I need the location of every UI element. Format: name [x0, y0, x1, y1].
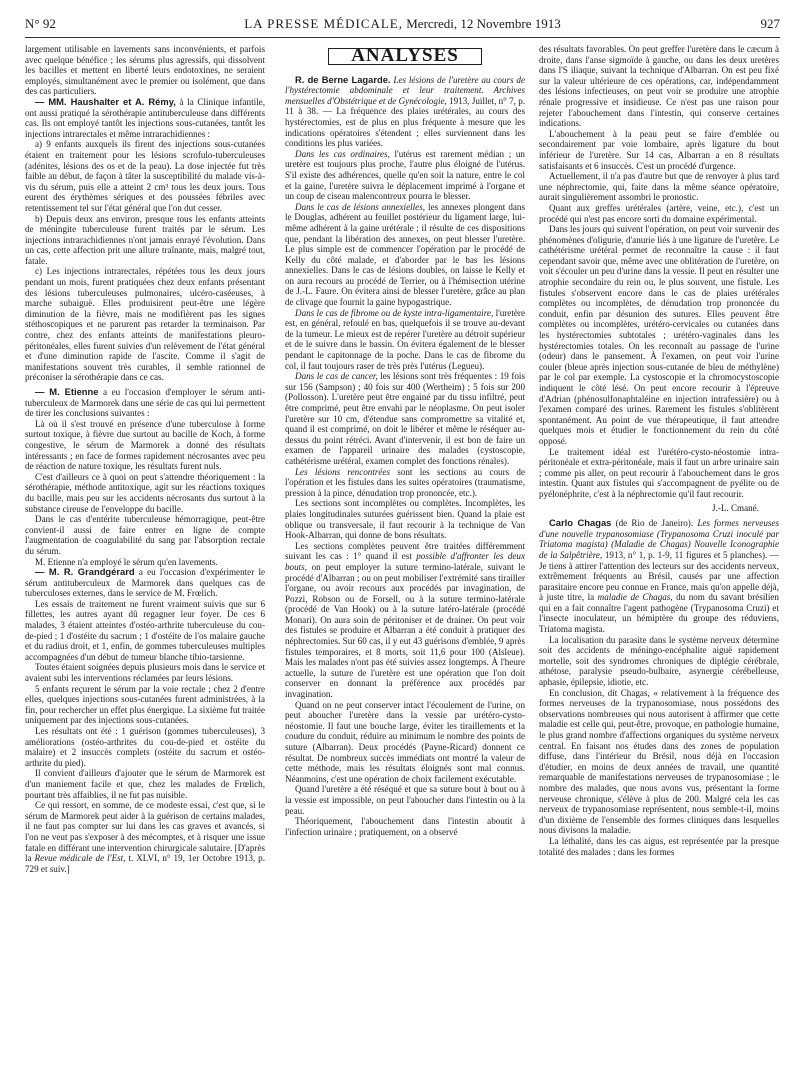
emphasis: maladie de Chagas,: [597, 592, 673, 603]
paragraph: L'abouchement à la peau peut se faire d'emblée ou secondairement par voie lombaire, après ligature du bout inférieur de l'uretère. Sur 14 cas, Albarran a en 8 résultats satisfaisants et 6 insuccès. C'est un procédé d'urgence.: [539, 128, 779, 171]
author-affiliation: (de Rio de Janeiro).: [611, 518, 694, 529]
paragraph: [285, 541, 525, 700]
header-rule: [25, 37, 780, 38]
issue-number: N° 92: [25, 16, 56, 31]
paragraph-text: sont les sections au cours de l'opération et les fistules dans les suites opératoires (traumatisme, pression à la pince, dénudation trop prononcée, etc.).: [285, 466, 525, 498]
paragraph: Dans le cas d'entérite tuberculeuse hémorragique, peut-être convient-il aussi de faire entrer en ligne de compte l'augmentation de coagulabilité du sang par l'absorption rectale du sérum.: [25, 514, 265, 556]
author-name: Carlo Chagas: [549, 517, 612, 529]
lead-phrase: Dans le cas de cancer,: [295, 371, 378, 382]
paragraph-text: Les sections complètes peuvent être traitées différemment suivant les cas : 1° quand il est: [285, 540, 525, 562]
paragraph: [25, 97, 265, 139]
paragraph-text: 1913, Juillet, n° 7, p. 11 à 38. — La fréquence des plaies urétérales, au cours des hystérectomies, est de plus en plus fréquente à mesure que les indications opératoires s'étendent ; elles surviennent dans les conditions les plus variées.: [285, 95, 526, 149]
author-name: — MM. Haushalter et A. Rémy,: [35, 95, 176, 107]
paragraph: Quant aux greffes urétérales (artère, veine, etc.), c'est un procédé qui n'est pas encore sorti du domaine expérimental.: [539, 202, 779, 224]
paragraph: [25, 567, 265, 599]
author-name: — M. R. Grandgérard: [35, 566, 135, 578]
paragraph: Le traitement idéal est l'urétéro-cysto-néostomie intra-péritonéale et extra-péritonéale, mais il faut un arbre urinaire sain ; comme pis aller, on peut recourir à l'abouchement dans le gros intestin. Quant aux fistules qui s'accompagnent de pyélite ou de pyélonéphrite, c'est à la néphrectomie qu'il faut recourir.: [539, 446, 779, 499]
paragraph: Il convient d'ailleurs d'ajouter que le sérum de Marmorek est d'un maniement facile et que, chez les malades de Frœlich, pourtant très affaiblies, il ne fut pas nuisible.: [25, 768, 265, 800]
paragraph: c) Les injections intrarectales, répétées tous les deux jours pendant un mois, furent pratiquées chez deux enfants présentant des lésions tuberculeuses pulmonaires, ulcéro-caséeuses, à marche subaiguë. Elles produisirent peut-être une légère diminution de la fièvre, mais ne modifièrent pas les signes stéthoscopiques et ne parurent pas retarder la terminaison. Par contre, chez des enfants atteints de manifestations pleuro-péritonéales, elles furent suivies d'un relèvement de l'état général et d'une diminution rapide de l'ascite. Comme il s'agit de manifestations souvent très curables, il semble rationnel de préconiser la sérothérapie dans ce cas.: [25, 266, 265, 383]
author-name: — M. Etienne: [35, 386, 99, 397]
left-column: [25, 44, 265, 874]
paragraph-text: à la Clinique infantile, ont aussi pratiqué la sérothérapie antituberculeuse dans différents cas. Ils ont employé tantôt les injections sous-cutanées, tantôt les injections intrarectales et même intrarachidiennes :: [25, 96, 265, 139]
journal-name: LA PRESSE MÉDICALE,: [244, 16, 403, 31]
issue-date: Mercredi, 12 Novembre 1913: [403, 16, 561, 31]
reviewer-signature: J.-L. Cmané.: [712, 502, 759, 513]
paragraph: 5 enfants reçurent le sérum par la voie rectale ; chez 2 d'entre elles, quelques injections sous-cutanées furent administrées, à la fin, pour rechercher un effet plus énergique. La sixième fut traitée uniquement par des injections sous-cutanées.: [25, 683, 265, 726]
journal-reference: Archives mensuelles d'Obstétrique et de Gynécologie,: [285, 85, 526, 106]
page-header: [25, 16, 780, 36]
paragraph: des résultats favorables. On peut greffer l'uretère dans le cæcum à droite, dans l'anse sigmoïde à gauche, ou dans les deux uretères dans l'S iliaque, suivant la technique d'Albarran. On est peu fixé sur la valeur ultérieure de ces opérations, car, indépendamment des lésions infectieuses, on peut voir se produire une atrophie rénale progressive et insidieuse. Ce n'est pas une raison pour rejeter l'abouchement dans l'intestin, qui conserve certaines indications.: [539, 44, 779, 129]
paragraph: Là où il s'est trouvé en présence d'une tuberculose à forme surtout toxique, à fièvre due surtout au bacille de Koch, à forme congestive, le sérum de Marmorek a donné des résultats intéressants ; en face de formes rapidement nécrosantes avec peu de réaction de nature toxique, les résultats furent nuls.: [25, 418, 265, 472]
paragraph-text: les annexes plongent dans le Douglas, adhérent au feuillet postérieur du ligament large, lui-même adhérent à la gaine urétérale ; il résulte de ces dispositions que, pendant la libération des annexes, on peut blesser l'uretère. Le plus simple est de commencer l'opération par le procédé de Kelly du côté malade, et d'aborder par le bas les lésions annexielles. Dans le cas de lésions doubles, on laisse le Kelly et on aura recours au procédé de Terrier, ou à l'hémisection utérine de J.-L. Faure. On évitera ainsi de blesser l'uretère, grâce au plan de clivage que fournit la gaine hypogastrique.: [285, 201, 525, 308]
paragraph-text: a eu l'occasion d'employer le sérum anti-tuberculeux de Marmorek dans une série de cas qui lui permettent de tirer les conclusions suivantes :: [25, 387, 265, 419]
paragraph: a) 9 enfants auxquels ils firent des injections sous-cutanées étaient en traitement pour les lésions scrofulo-tuberculeuses (adénites, lésions des os et de la peau). La dose injectée fut très faible au début, de façon à tâter la susceptibilité du malade vis-à-vis du sérum, puis elle a atteint 2 cm³ tous les deux jours. Tous eurent des érythèmes sériques et des poussées fébriles avec retentissement tel sur l'état général que l'on dut cesser.: [25, 139, 265, 213]
paragraph: Actuellement, il n'a pas d'autre but que de renvoyer à plus tard une néphrectomie, qui, faite dans la même séance opératoire, aurait singulièrement assombri le pronostic.: [539, 171, 779, 203]
paragraph: Les résultats ont été : 1 guérison (gommes tuberculeuses), 3 améliorations (ostéo-arthrites du cou-de-pied et ostéite du malaire) et 2 insuccès complets (ostéite du sacrum et ostéo-arthrite du pied).: [25, 726, 265, 768]
page-number: 927: [760, 16, 780, 31]
paragraph: La léthalité, dans les cas aigus, est représentée par la presque totalité des malades ; dans les formes: [539, 835, 779, 857]
paragraph: Les essais de traitement ne furent vraiment suivis que sur 6 fillettes, les autres ayant dû regagner leur foyer. De ces 6 malades, 3 étaient atteintes d'ostéo-arthrite tuberculeuse du cou-de-pied ; 1 d'ostéite du sacrum ; 1 d'ostéite de l'os malaire gauche et du radius droit, et 1, enfin, de gommes tuberculeuses multiples accompagnées d'un début de tumeur blanche tibio-tarsienne.: [25, 598, 265, 662]
paragraph: Les sections sont incomplètes ou complètes. Incomplètes, les plaies longitudinales suturées guérissent bien. Quand la plaie est oblique ou transversale, il faut recourir à la technique de Van Hook-Albarran, qui donne de bons résultats.: [285, 498, 525, 541]
paragraph: [285, 75, 525, 149]
section-title: ANALYSES: [328, 48, 482, 65]
paragraph: M. Etienne n'a employé le sérum qu'en lavements.: [35, 556, 218, 567]
paragraph: Théoriquement, l'abouchement dans l'intestin aboutit à l'infection urinaire ; pratiquement, on a observé: [285, 816, 525, 837]
emphasis: possible d'affronter les deux bouts,: [285, 551, 526, 572]
paragraph-text: du nom du savant brésilien qui en a fait connaître l'agent pathogène (Trypanosoma Cruzi) et l'insecte inoculateur, un hémiptère du groupe des réduviens, Triatoma magista.: [539, 592, 779, 635]
paragraph: En conclusion, dit Chagas, « relativement à la fréquence des formes nerveuses de la trypanosomiase, nous possédons des observations nombreuses qui nous autorisent à affirmer que cette maladie est celle qui, peut-être, provoque, en pathologie humaine, le plus grand nombre d'affections organiques du système nerveux central. En faisant nos études dans des zones de population diffuse, dans l'intérieur du Brésil, nous déjà en l'occasion d'étudier, en moins de deux années de travail, une quantité remarquable de manifestations nerveuses de trypanosomiase ; le nombre des malades, que nous avons vus, présentant la forme nerveuse chronique, s'élève à plus de 200. Malgré cela les cas nerveux de trypanosomiase représentent, nous semble-t-il, moins d'un dixième de l'ensemble des formes cliniques dans lesquelles nous divisons la maladie.: [539, 687, 779, 836]
paragraph: Dans les jours qui suivent l'opération, on peut voir survenir des phénomènes d'oligurie, d'anurie liés à une ligature de l'uretère. Le cathétérisme urétéral permet de reconnaître la cause : il faut cependant savoir que, même avec une oblitération de l'uretère, on voit s'écouler un peu d'urine dans la vessie. Il peut en résulter une atrophie secondaire du rein ou, le plus souvent, une fistule. Les fistules s'observent encore dans le cas de plaies urétérales complètes ou incomplètes, de dénudation trop prononcée du conduit, enfin par désunion des sutures. Elles peuvent être complètes ou incomplètes, urétéro-cervicales ou cutanées dans les hystérectomies subtotales ; urétéro-vaginales dans les hystérectomies totales. On les reconnaît au passage de l'urine (odeur) dans le pansement. À l'examen, on peut voir l'urine couler (bleue après injection sous-cutanée de bleu de méthylène) par le col par exemple. La cystoscopie et la chromocystoscopie indiquent le côté lésé. On peut encore recourir à l'épreuve d'Adrian (phénosulfonaphtaléine en injection intrafessière) ou à l'examen comparé des urines. Rarement les fistules s'oblitèrent spontanément. Au point de vue thérapeutique, il faut attendre quelques mois et étudier le fonctionnement du rein du côté opposé.: [539, 224, 779, 446]
running-title: [25, 16, 780, 32]
paragraph: La localisation du parasite dans le système nerveux détermine soit des accidents de méningo-encéphalite aiguë rapidement mortelle, soit des syndromes chroniques de diplégie cérébrale, athétose, paralysie pseudo-bulbaire, asynergie cérébelleuse, aphasie, épilepsie, idiotie, etc.: [539, 634, 779, 688]
paragraph: b) Depuis deux ans environ, presque tous les enfants atteints de méningite tuberculeuse furent traités par le sérum. Les injections intrarachidiennes n'ont jamais enrayé l'évolution. Dans un cas, cette affection prit une allure traînante, mais, malgré tout, fatale.: [25, 213, 265, 266]
article-title: Les lésions de l'uretère au cours de l'hystérectomie abdominale et leur traitement.: [285, 74, 525, 96]
paragraph: [25, 800, 265, 874]
lead-phrase: Dans le cas de fibrome ou de kyste intra-ligamentaire,: [295, 307, 494, 318]
lead-phrase: Les lésions rencontrées: [295, 466, 391, 477]
lead-phrase: Dans les cas ordinaires,: [295, 148, 390, 159]
paragraph: [539, 518, 779, 635]
right-column: [539, 44, 779, 857]
paragraph: Quand l'uretère a été réséqué et que sa suture bout à bout ou à la vessie est impossible, on peut l'aboucher dans l'intestin ou à la peau.: [285, 784, 525, 816]
paragraph-text: les lésions sont très fréquentes : 19 fois sur 156 (Sampson) ; 40 fois sur 400 (Wertheim) ; 5 fois sur 200 (Pollosson). L'uretère peut être engainé par du tissu infiltré, peut être comprimé, peut être envahi par le néoplasme. On peut isoler l'uretère sur 10 cm, d'étendue sans compromettre sa vitalité et, quand il est comprimé, on doit le libérer et même le réséquer au-dessus du point rétréci. Avant d'intervenir, il est bon de faire un examen de l'appareil urinaire des malades (cystoscopie, cathétérisme urétéral, examen complet des fonctions rénales).: [285, 371, 525, 466]
paragraph: [285, 371, 525, 466]
paragraph: [285, 467, 525, 499]
paragraph-text: 1913, n° 1, p. 1-9, 11 figures et 5 planches). — Je tiens à attirer l'attention des lecteurs sur des accidents nerveux, extrêmement fréquents au Brésil, causés par une affection parasitaire encore peu connue en France, mais qu'on appelle déjà, à juste titre, la: [539, 549, 779, 603]
paragraph: [25, 387, 265, 419]
middle-column: [285, 44, 525, 837]
paragraph-text: Ce qui ressort, en somme, de ce modeste essai, c'est que, si le sérum de Marmorek peut aider à la guérison de certains malades, il ne faut pas compter sur lui dans les cas graves et avancés, si l'on ne veut pas s'exposer à des mécomptes, et à risquer une issue fatale en différant une intervention chirurgicale salutaire. [D'après la: [25, 800, 265, 864]
paragraph: C'est d'ailleurs ce à quoi on peut s'attendre théoriquement : la sérothérapie, méthode antitoxique, agit sur les réactions toxiques du bacille, mais peu sur les accidents nécrosants dus surtout à la substance cireuse de l'enveloppe du bacille.: [25, 471, 265, 514]
paragraph-text: l'uretère est, en général, refoulé en bas, quelquefois il se trouve au-devant de la tumeur. Le mieux est de repérer l'uretère au détroit supérieur et de le suivre dans le bassin. On évitera également de le blesser pendant le capitonnage de la poche. Dans le cas de fibrome du col, il faut toujours raser de très près l'utérus (Legueu).: [285, 307, 525, 371]
author-name: R. de Berne Lagarde.: [295, 73, 391, 85]
paragraph: [285, 308, 525, 372]
paragraph: Quand on ne peut conserver intact l'écoulement de l'urine, on peut aboucher l'uretère dans la vessie par urétéro-cysto-néostomie. Il faut une bouche large, éviter les tiraillements et la coudure du conduit, réduire au minimum le nombre des points de suture (Albarran). Deux procédés (Payne-Ricard) donnent ce résultat. De nombreux succès immédiats ont montré la valeur de cette méthode, mais les résultats éloignés sont mal connus. Néanmoins, c'est une opération de choix facilement exécutable.: [285, 699, 525, 784]
paragraph-text: l'utérus est rarement médian ; un uretère est toujours plus proche, l'autre plus éloigné de l'utérus. S'il existe des adhérences, quelle qu'en soit la nature, entre le col et la gaine, l'uretère suivra le déplacement imprimé à l'organe et un coup de ciseau malencontreux pourra le blesser.: [285, 148, 525, 202]
article-title: Les formes nerveuses d'une nouvelle trypanosomiase (Trypanosoma Cruzi inoculé par Triatoma magista) (Maladie de Chagas): [539, 518, 779, 550]
journal-reference: Nouvelle Iconographie de la Salpêtrière,: [539, 539, 779, 560]
lead-phrase: Dans le cas de lésions annexielles,: [295, 201, 426, 212]
section-banner: [285, 45, 525, 66]
paragraph: largement utilisable en lavements sans inconvénients, et parfois avec quelque bénéfice ; les sérums plus agressifs, qui dissolvent les bacilles et mettent en liberté leurs endotoxines, ne seraient employés, simultanément avec le premier ou isolément, que dans des cas particuliers.: [25, 44, 265, 97]
paragraph-text: a eu l'occasion d'expérimenter le sérum antituberculeux de Marmorek dans quelques cas de tuberculoses externes, dans le service de M. Frœlich.: [25, 567, 266, 599]
paragraph: Toutes étaient soignées depuis plusieurs mois dans le service et avaient subi les interventions réclamées par leurs lésions.: [25, 662, 265, 684]
paragraph-text: t. XLVI, n° 19, 1er Octobre 1913, p. 729 et suiv.]: [25, 853, 265, 874]
paragraph: [285, 202, 525, 308]
paragraph-text: on peut employer la suture termino-latérale, suivant le procédé d'Albarran ; ou on peut mobiliser l'extrémité sans tirailler l'organe, ou avoir recours aux procédés par invagination, de Pozzi, Robson ou de Forsell, ou à la suture termino-latérale (procédé de Van Hook) ou à la suture latéro-latérale (procédé Monari). On aura soin de péritoniser et de drainer. On peut voir des fistules se produire et Albarran a été conduit à pratiquer des néphrectomies. Sur 60 cas, il y eut 43 guérisons d'emblée, 9 après fistules temporaires, et 8 morts, soit 11,6 pour 100 (Alsleue). Mais les malades n'ont pas été suivies assez longtemps. À l'heure actuelle, la suture de l'uretère est une opération que l'on doit conserver en donnant la préférence aux procédés par invagination.: [285, 561, 525, 700]
paragraph: [285, 149, 525, 202]
journal-reference: Revue médicale de l'Est,: [34, 853, 126, 864]
